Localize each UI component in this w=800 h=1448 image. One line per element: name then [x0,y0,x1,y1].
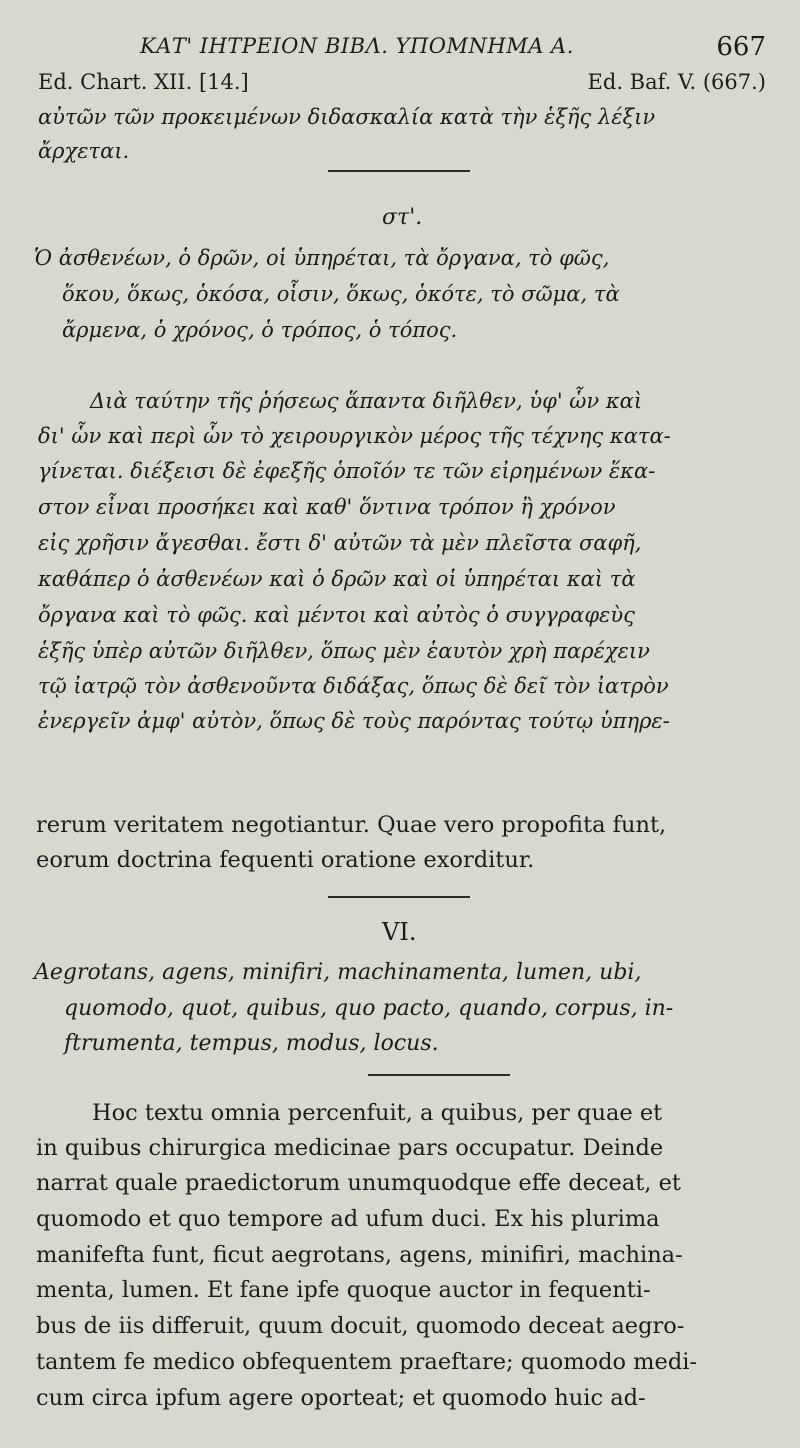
greek-lemma-line: ὅκου, ὅκως, ὁκόσα, οἷσιν, ὅκως, ὁκότε, τὸ σῶμα, τὰ [62,282,620,306]
latin-lemma-line: ftrumenta, tempus, modus, locus. [64,1031,439,1056]
latin-commentary-line: bus de iis differuit, quum docuit, quomodo deceat aegro- [36,1313,685,1339]
latin-commentary-line: tantem fe medico obfequentem praeftare; quomodo medi- [36,1349,698,1375]
running-title: ΚΑΤ' ΙΗΤΡΕΙΟΝ ΒΙΒΛ. ΥΠΟΜΝΗΜΑ Α. [140,34,574,58]
divider-rule [328,896,470,898]
greek-intro-line: αὐτῶν τῶν προκειμένων διδασκαλία κατὰ τὴν ἑξῆς λέξιν [38,105,656,129]
latin-commentary-line: quomodo et quo tempore ad ufum duci. Ex his plurima [36,1206,660,1232]
page-number: 667 [716,32,766,62]
greek-commentary-line: ὄργανα καὶ τὸ φῶς. καὶ μέντοι καὶ αὐτὸς ὁ συγγραφεὺς [38,603,635,627]
greek-commentary-line: εἰς χρῆσιν ἄγεσθαι. ἔστι δ' αὐτῶν τὰ μὲν πλεῖστα σαφῆ, [38,531,642,555]
greek-commentary-line: γίνεται. διέξεισι δὲ ἐφεξῆς ὁποῖόν τε τῶν εἰρημένων ἕκα- [38,459,656,483]
edition-references [38,70,766,100]
latin-commentary-line: in quibus chirurgica medicinae pars occupatur. Deinde [36,1135,664,1161]
latin-intro-line: rerum veritatem negotiantur. Quae vero propofita funt, [36,812,667,838]
divider-rule [368,1074,510,1076]
greek-intro-line: ἄρχεται. [38,139,130,163]
latin-section-heading: VI. [382,918,417,946]
greek-commentary-line: ἑξῆς ὑπὲρ αὐτῶν διῆλθεν, ὅπως μὲν ἑαυτὸν χρὴ παρέχειν [38,639,650,663]
latin-commentary-line: manifefta funt, ficut aegrotans, agens, minifiri, machina- [36,1242,683,1268]
greek-commentary-line: στον εἶναι προσήκει καὶ καθ' ὅντινα τρόπον ἢ χρόνον [38,495,616,519]
divider-rule [328,170,470,172]
latin-intro-line: eorum doctrina fequenti oratione exorditur. [36,847,535,873]
greek-section-heading: στ'. [382,205,423,230]
greek-lemma-line: ἄρμενα, ὁ χρόνος, ὁ τρόπος, ὁ τόπος. [62,318,458,342]
latin-commentary-line: menta, lumen. Et fane ipfe quoque auctor in fequenti- [36,1277,651,1303]
latin-commentary-line: cum circa ipfum agere oporteat; et quomodo huic ad- [36,1385,646,1411]
edition-chartier: Ed. Chart. XII. [14.] [38,70,249,94]
greek-commentary-line: ἐνεργεῖν ἀμφ' αὐτὸν, ὅπως δὲ τοὺς παρόντας τούτῳ ὑπηρε- [38,709,670,733]
latin-commentary-line: narrat quale praedictorum unumquodque effe deceat, et [36,1170,681,1196]
latin-commentary-line: Hoc textu omnia percenfuit, a quibus, per quae et [92,1100,663,1126]
latin-lemma-line: Aegrotans, agens, minifiri, machinamenta, lumen, ubi, [34,960,642,985]
greek-commentary-line: δι' ὧν καὶ περὶ ὧν τὸ χειρουργικὸν μέρος τῆς τέχνης κατα- [38,424,671,448]
edition-basel: Ed. Baf. V. (667.) [587,70,766,94]
greek-lemma-line: Ὁ ἀσθενέων, ὁ δρῶν, οἱ ὑπηρέται, τὰ ὄργανα, τὸ φῶς, [34,246,610,270]
latin-lemma-line: quomodo, quot, quibus, quo pacto, quando, corpus, in- [64,996,674,1021]
greek-commentary-line: Διὰ ταύτην τῆς ῥήσεως ἅπαντα διῆλθεν, ὑφ' ὧν καὶ [90,389,643,413]
greek-commentary-line: καθάπερ ὁ ἀσθενέων καὶ ὁ δρῶν καὶ οἱ ὑπηρέται καὶ τὰ [38,567,636,591]
greek-commentary-line: τῷ ἰατρῷ τὸν ἀσθενοῦντα διδάξας, ὅπως δὲ δεῖ τὸν ἰατρὸν [38,674,669,698]
running-head [0,30,800,70]
